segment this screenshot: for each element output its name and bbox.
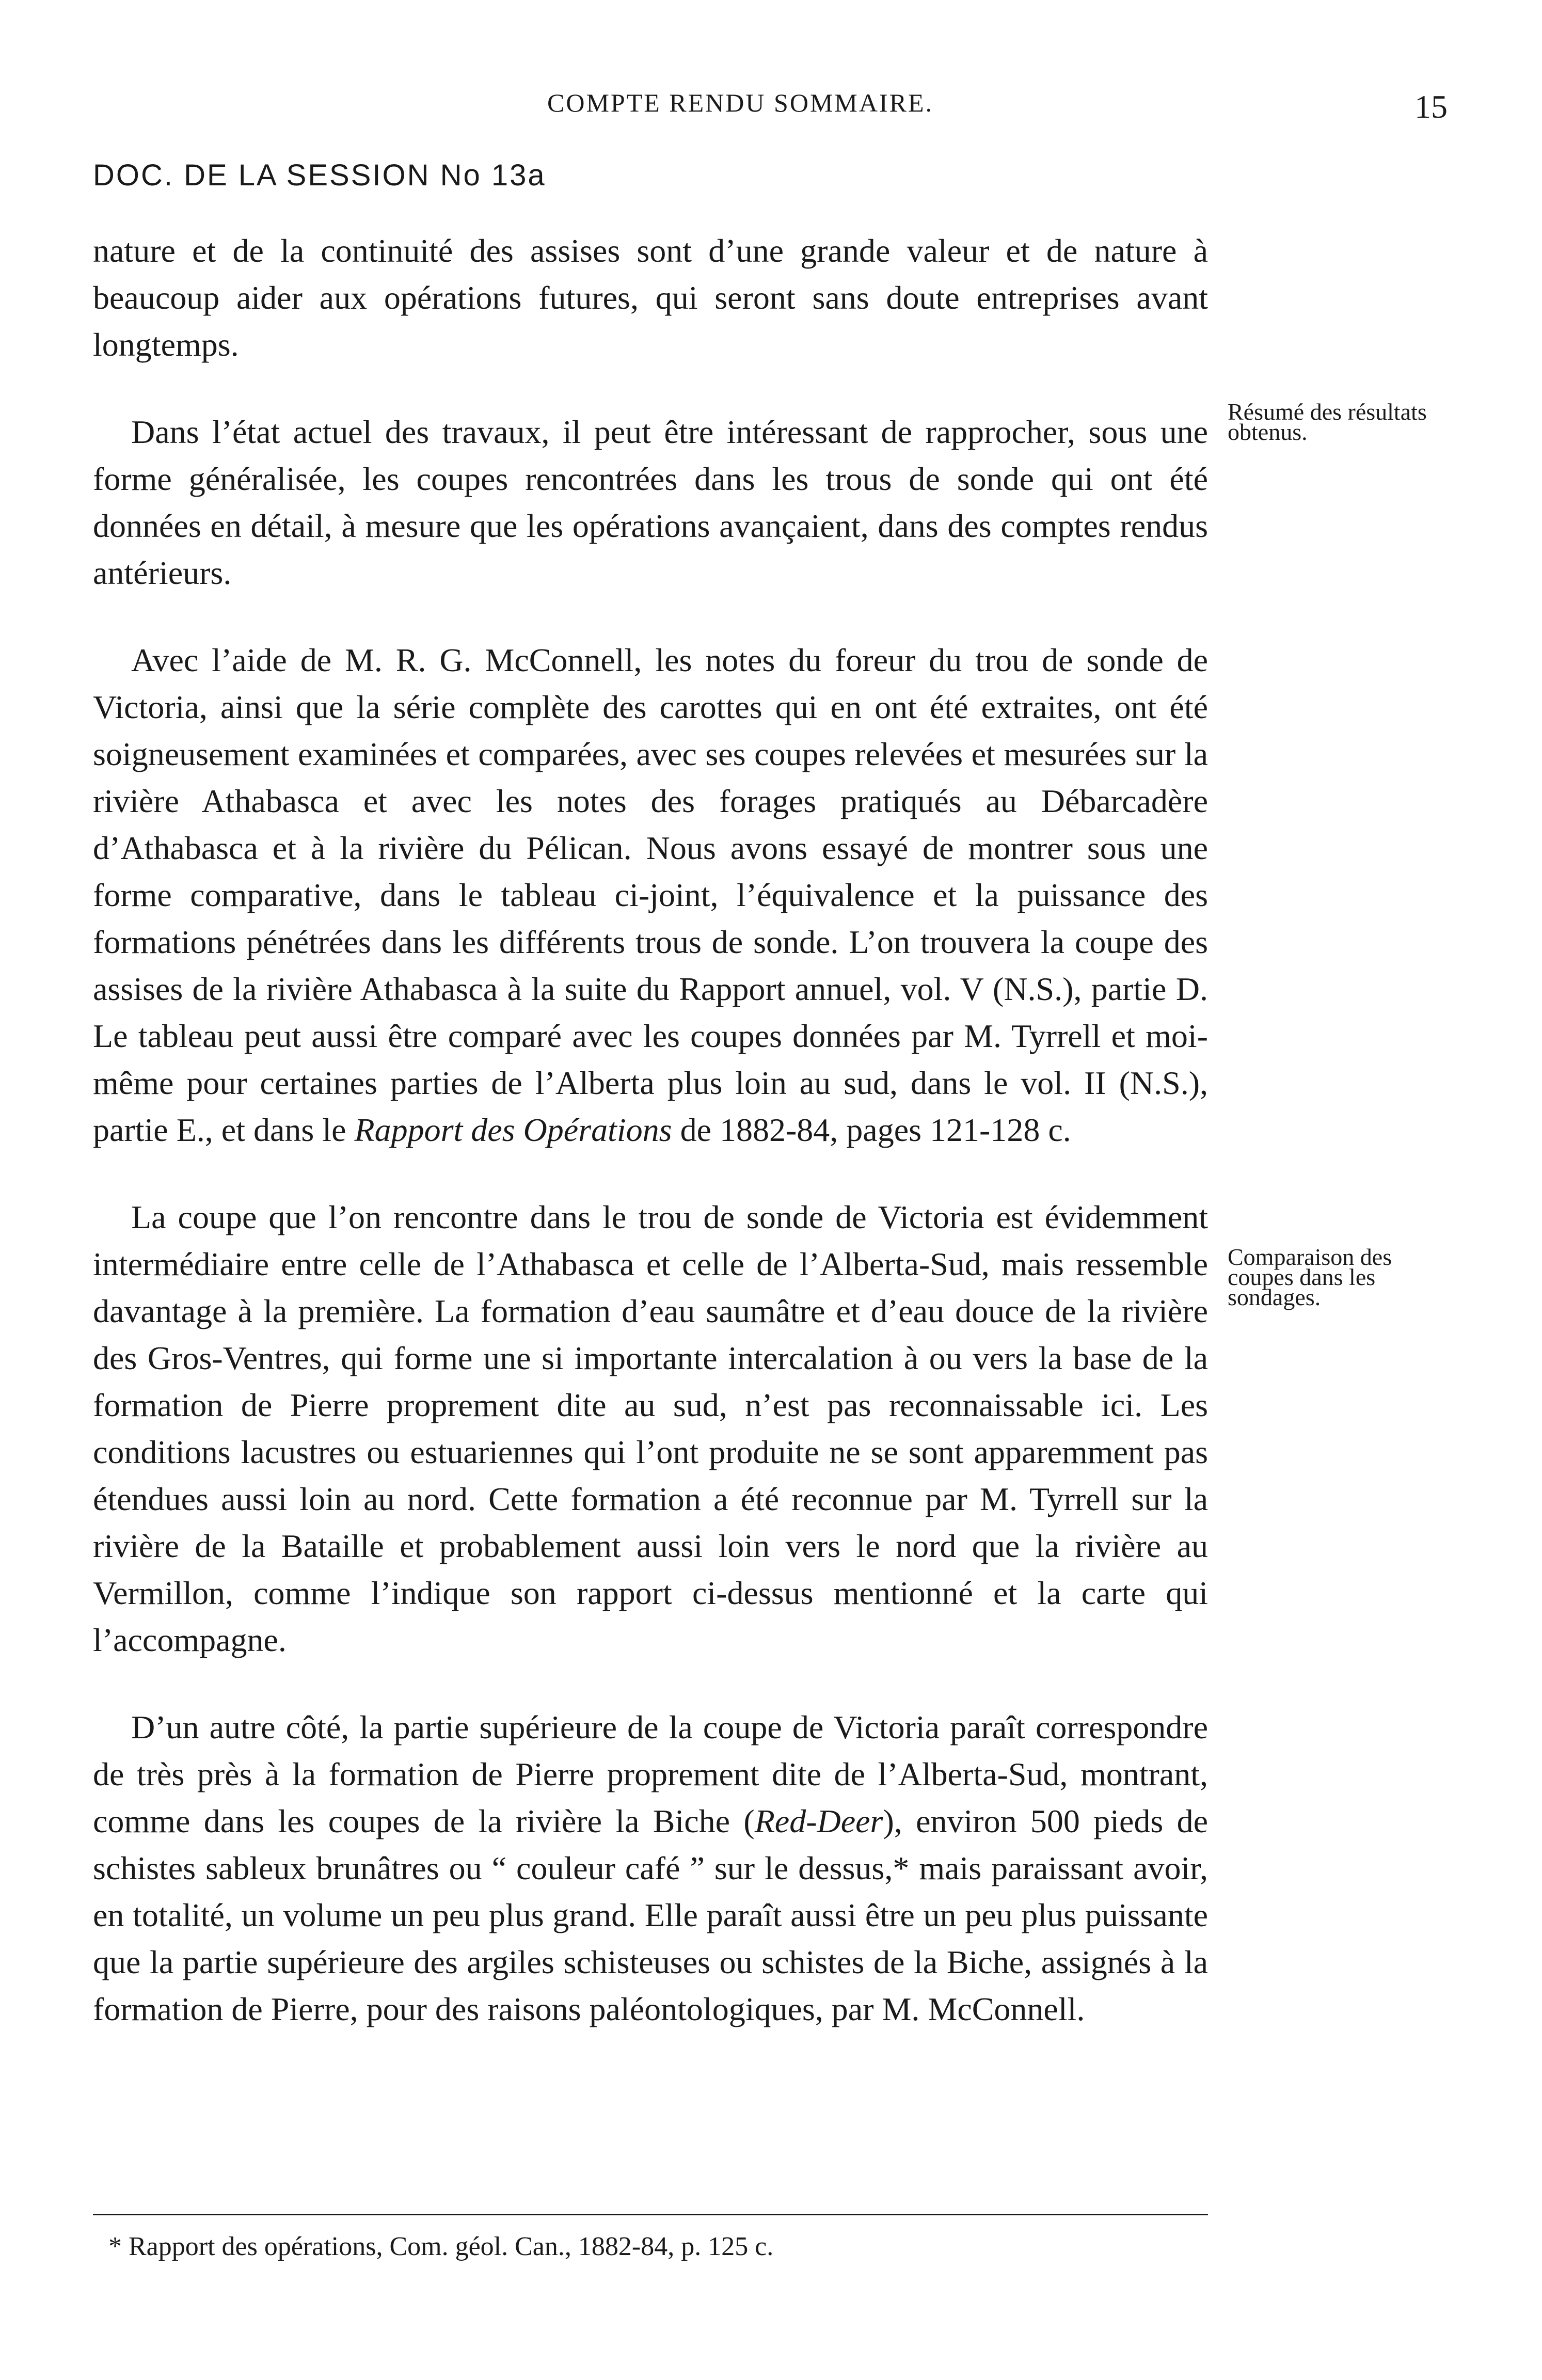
paragraph-text: nature et de la continuité des assises sont d’une grande valeur et de nature à beaucoup aider aux opérations futures, qui seront sans doute entreprises avant longtemps. — [93, 232, 1208, 363]
italic-title: Rapport des Opérations — [354, 1112, 672, 1148]
running-head: COMPTE RENDU SOMMAIRE. — [547, 88, 934, 117]
italic-place-name: Red-Deer — [754, 1803, 883, 1839]
paragraph-upper-section — [93, 1704, 1208, 2033]
paragraph-text: Avec l’aide de M. R. G. McConnell, les notes du foreur du trou de sonde de Victoria, ainsi que la série complète des carottes qui en ont été extraites, ont été soigneusement examinées et comparées, avec ses coupes relevées et mesurées sur la rivière Athabasca et avec les notes des forages pratiqués au Débarcadère d’Athabasca et à la rivière du Pélican. Nous avons essayé de montrer sous une forme comparative, dans le tableau ci-joint, l’équivalence et la puissance des formations pénétrées dans les différents trous de sonde. L’on trouvera la coupe des assises de la rivière Athabasca à la suite du Rapport annuel, vol. V (N.S.), partie D. Le tableau peut aussi être comparé avec les coupes données par M. Tyrrell et moi-même pour certaines parties de l’Alberta plus loin au sud, dans le vol. II (N.S.), partie E., et dans le — [93, 642, 1208, 1148]
paragraph-continuation — [93, 227, 1208, 368]
paragraph-victoria-section — [93, 1194, 1208, 1663]
paragraph-text: de 1882-84, pages 121-128 c. — [672, 1112, 1071, 1148]
footnote: * Rapport des opérations, Com. géol. Can., 1882-84, p. 125 c. — [108, 2232, 774, 2261]
footnote-divider — [93, 2214, 1208, 2215]
margin-note-comparaison: Comparaison des coupes dans les sondages. — [1228, 1244, 1392, 1310]
paragraph-summary — [93, 408, 1208, 596]
margin-note-resume: Résumé des résultats obtenus. — [1228, 399, 1427, 445]
session-document-line: DOC. DE LA SESSION No 13a — [93, 158, 546, 192]
paragraph-comparison-method — [93, 637, 1208, 1153]
paragraph-text: La coupe que l’on rencontre dans le trou de sonde de Victoria est évidemment intermédiaire entre celle de l’Athabasca et celle de l’Alberta-Sud, mais ressemble davantage à la première. La formation d’eau saumâtre et d’eau douce de la rivière des Gros-Ventres, qui forme une si importante intercalation à ou vers la base de la formation de Pierre proprement dite au sud, n’est pas reconnaissable ici. Les conditions lacustres ou estuariennes qui l’ont produite ne se sont apparemment pas étendues aussi loin au nord. Cette formation a été reconnue par M. Tyrrell sur la rivière de la Bataille et probablement aussi loin vers le nord que la rivière au Vermillon, comme l’indique son rapport ci-dessus mentionné et la carte qui l’accompagne. — [93, 1199, 1208, 1658]
paragraph-text: Dans l’état actuel des travaux, il peut être intéressant de rapprocher, sous une forme généralisée, les coupes rencontrées dans les trous de sonde qui ont été données en détail, à mesure que les opérations avançaient, dans des comptes rendus antérieurs. — [93, 414, 1208, 591]
paragraph-text: D’un autre côté, la partie supérieure de la coupe de Victoria paraît correspondre de très près à la formation de Pierre proprement dite de l’Alberta-Sud, montrant, comme dans les coupes de la rivière la Biche ( — [93, 1709, 1208, 1839]
page-number: 15 — [1414, 88, 1448, 125]
paragraph-text: ), environ 500 pieds de schistes sableux brunâtres ou “ couleur café ” sur le dessus,* mais paraissant avoir, en totalité, un volume un peu plus grand. Elle paraît aussi être un peu plus puissante que la partie supérieure des argiles schisteuses ou schistes de la Biche, assignés à la formation de Pierre, pour des raisons paléontologiques, par M. McConnell. — [93, 1803, 1208, 2027]
body-text — [93, 227, 1208, 2033]
